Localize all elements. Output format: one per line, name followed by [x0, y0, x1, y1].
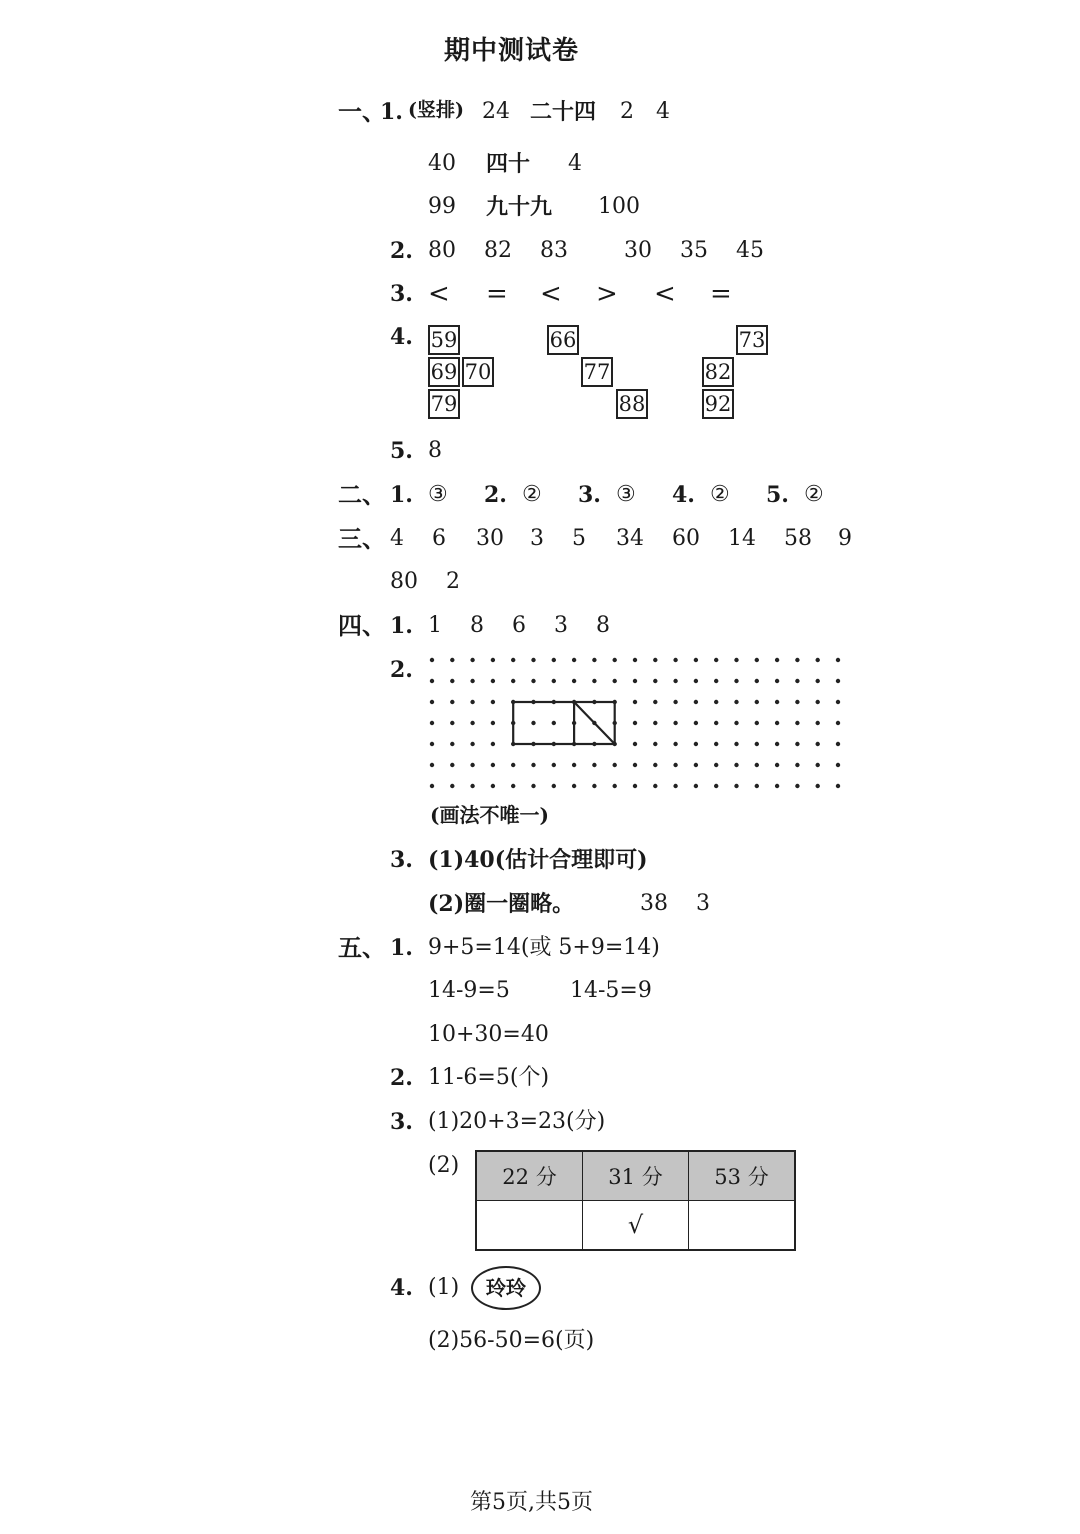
grid-dot: [714, 784, 718, 788]
s1-q1-r3-c3: 100: [598, 194, 640, 219]
s1-q1-note: (竖排): [408, 99, 464, 121]
s5-q1-line3: 10+30=40: [428, 1022, 549, 1047]
grid-dot: [430, 700, 434, 704]
grid-dot: [430, 763, 434, 767]
grid-dot: [430, 784, 434, 788]
grid-dot: [653, 658, 657, 662]
s2-q2-num: 2.: [484, 482, 507, 508]
grid-dot: [816, 784, 820, 788]
grid-dot: [694, 679, 698, 683]
s4-q1-v3: 6: [512, 613, 526, 638]
grid-dot: [430, 721, 434, 725]
grid-dot: [552, 679, 556, 683]
grid-dot: [755, 700, 759, 704]
grid-dot: [795, 742, 799, 746]
s1-q3-s1: <: [428, 279, 450, 309]
grid-dot: [653, 721, 657, 725]
s4-q1-v5: 8: [596, 613, 610, 638]
grid-dot: [755, 721, 759, 725]
number-cell: 73: [736, 325, 768, 355]
grid-dot: [836, 784, 840, 788]
grid-dot: [775, 679, 779, 683]
grid-dot: [470, 784, 474, 788]
grid-dot: [511, 679, 515, 683]
s5-q1-line2a: 14-9=5: [428, 978, 510, 1003]
s1-q1-r3-c1: 99: [428, 194, 456, 219]
table-header-cell: 31 分: [583, 1151, 689, 1201]
grid-dot: [694, 763, 698, 767]
s1-q1-num: 1.: [380, 99, 403, 125]
number-cell: 79: [428, 389, 460, 419]
grid-dot: [836, 658, 840, 662]
grid-dot: [795, 721, 799, 725]
s2-q3-num: 3.: [578, 482, 601, 508]
grid-dot: [572, 763, 576, 767]
s2-q1-ans: ③: [428, 482, 448, 507]
grid-dot: [755, 658, 759, 662]
grid-dot: [836, 742, 840, 746]
grid-dot: [592, 679, 596, 683]
grid-dot: [673, 784, 677, 788]
grid-dot: [450, 742, 454, 746]
s1-q2-v3: 83: [540, 238, 568, 263]
grid-dot: [816, 658, 820, 662]
s1-q2-v6: 45: [736, 238, 764, 263]
grid-dot: [816, 742, 820, 746]
s4-q3-b-v1: 38: [640, 891, 668, 916]
grid-dot: [572, 679, 576, 683]
number-cell: 82: [702, 357, 734, 387]
number-cell: 66: [547, 325, 579, 355]
grid-dot: [633, 721, 637, 725]
grid-dot: [613, 679, 617, 683]
drawn-rectangle: [513, 702, 615, 744]
s2-q2-ans: ②: [522, 482, 542, 507]
s4-q1-v2: 8: [470, 613, 484, 638]
grid-dot: [714, 679, 718, 683]
s1-q1-r2-c3: 4: [568, 151, 582, 176]
grid-dot: [531, 721, 535, 725]
grid-dot: [836, 679, 840, 683]
grid-dot: [755, 763, 759, 767]
grid-dot: [734, 721, 738, 725]
grid-dot: [633, 784, 637, 788]
s5-q1-line1: 9+5=14(或 5+9=14): [428, 935, 660, 960]
table-cell: [476, 1201, 583, 1251]
number-cell: 92: [702, 389, 734, 419]
s4-q1-v1: 1: [428, 613, 442, 638]
diagonal-line: [574, 702, 615, 744]
s2-q3-ans: ③: [616, 482, 636, 507]
grid-dot: [673, 658, 677, 662]
grid-dot: [430, 742, 434, 746]
table-header-cell: 53 分: [689, 1151, 796, 1201]
s1-q3-s4: >: [596, 279, 618, 309]
grid-dot: [491, 700, 495, 704]
grid-dot: [491, 658, 495, 662]
s1-q3-num: 3.: [390, 281, 413, 307]
grid-dot: [673, 679, 677, 683]
table-header-row: [476, 1151, 795, 1201]
number-cell: 69: [428, 357, 460, 387]
s2-q1-num: 1.: [390, 482, 413, 508]
grid-dot: [470, 763, 474, 767]
grid-dot: [673, 721, 677, 725]
grid-dot: [592, 763, 596, 767]
grid-dot: [734, 763, 738, 767]
grid-dot: [470, 700, 474, 704]
grid-dot: [714, 700, 718, 704]
grid-dot: [816, 700, 820, 704]
grid-dot: [775, 658, 779, 662]
grid-dot: [450, 784, 454, 788]
s3-v11: 80: [390, 569, 418, 594]
grid-dot: [673, 742, 677, 746]
grid-dot: [694, 784, 698, 788]
grid-dot: [633, 763, 637, 767]
grid-dot: [775, 742, 779, 746]
grid-dot: [613, 658, 617, 662]
s3-v6: 34: [616, 526, 644, 551]
grid-dot: [511, 658, 515, 662]
grid-dot: [491, 742, 495, 746]
section-3-marker: 三、: [338, 524, 386, 553]
grid-dot: [714, 763, 718, 767]
grid-dot: [795, 679, 799, 683]
s1-q1-r2-c1: 40: [428, 151, 456, 176]
s4-q1-v4: 3: [554, 613, 568, 638]
s3-v5: 5: [572, 526, 586, 551]
number-cell: 59: [428, 325, 460, 355]
grid-dot: [694, 700, 698, 704]
grid-dot: [795, 784, 799, 788]
grid-dot: [694, 658, 698, 662]
grid-dot: [470, 679, 474, 683]
table-header-cell: 22 分: [476, 1151, 583, 1201]
grid-dot: [491, 763, 495, 767]
s3-v1: 4: [390, 526, 404, 551]
s1-q2-num: 2.: [390, 238, 413, 264]
section-1-marker: 一、: [338, 97, 386, 126]
s3-v12: 2: [446, 569, 460, 594]
grid-dot: [694, 721, 698, 725]
s3-v7: 60: [672, 526, 700, 551]
grid-dot: [511, 763, 515, 767]
grid-dot: [795, 763, 799, 767]
s1-q3-s3: <: [540, 279, 562, 309]
grid-dot: [734, 700, 738, 704]
grid-dot: [552, 784, 556, 788]
s5-q1-num: 1.: [390, 935, 413, 961]
grid-dot: [653, 679, 657, 683]
s5-q4-a-label: (1): [428, 1275, 460, 1300]
grid-dot: [653, 784, 657, 788]
grid-dot: [491, 679, 495, 683]
section-2-marker: 二、: [338, 480, 386, 509]
s3-v4: 3: [530, 526, 544, 551]
grid-dot: [836, 700, 840, 704]
grid-dot: [816, 763, 820, 767]
s1-q2-v1: 80: [428, 238, 456, 263]
s2-q4-num: 4.: [672, 482, 695, 508]
s4-q1-num: 1.: [390, 613, 413, 639]
grid-dot: [836, 721, 840, 725]
grid-dot: [430, 679, 434, 683]
grid-dot: [450, 763, 454, 767]
grid-dot: [795, 700, 799, 704]
grid-dot: [755, 784, 759, 788]
s1-q3-s5: <: [654, 279, 676, 309]
s4-q2-note: (画法不唯一): [430, 803, 549, 827]
s5-q4-num: 4.: [390, 1275, 413, 1301]
grid-dot: [775, 700, 779, 704]
grid-dot: [816, 679, 820, 683]
s5-q2-num: 2.: [390, 1065, 413, 1091]
s5-q1-line2b: 14-5=9: [570, 978, 652, 1003]
s4-q3-a: (1)40(估计合理即可): [428, 847, 648, 873]
s5-q3-num: 3.: [390, 1109, 413, 1135]
grid-dot: [491, 784, 495, 788]
number-cell: 77: [581, 357, 613, 387]
grid-dot: [775, 763, 779, 767]
grid-dot: [613, 784, 617, 788]
grid-dot: [633, 700, 637, 704]
grid-dot: [450, 679, 454, 683]
s4-q3-b-v2: 3: [696, 891, 710, 916]
s3-v9: 58: [784, 526, 812, 551]
s4-q2-num: 2.: [390, 657, 413, 683]
dot-grid-drawing: [420, 650, 860, 790]
grid-dot: [511, 784, 515, 788]
grid-dot: [653, 700, 657, 704]
grid-dot: [572, 658, 576, 662]
grid-dot: [734, 742, 738, 746]
grid-dot: [592, 784, 596, 788]
grid-dot: [734, 784, 738, 788]
s1-q5-num: 5.: [390, 438, 413, 464]
grid-dot: [795, 658, 799, 662]
s4-q3-b: (2)圈一圈略。: [428, 891, 575, 917]
grid-dot: [613, 763, 617, 767]
s1-q1-r3-c2: 九十九: [486, 194, 553, 220]
s5-q3-a: (1)20+3=23(分): [428, 1109, 606, 1134]
circled-answer: 玲玲: [471, 1266, 541, 1310]
s4-q3-num: 3.: [390, 847, 413, 873]
grid-dot: [450, 721, 454, 725]
s5-q4-b: (2)56-50=6(页): [428, 1328, 595, 1353]
grid-dot: [714, 658, 718, 662]
grid-dot: [531, 658, 535, 662]
s1-q1-r2-c2: 四十: [486, 151, 531, 177]
grid-dot: [734, 679, 738, 683]
grid-dot: [531, 763, 535, 767]
grid-dot: [755, 742, 759, 746]
grid-dot: [816, 721, 820, 725]
section-4-marker: 四、: [338, 611, 386, 640]
s3-v2: 6: [432, 526, 446, 551]
grid-dot: [470, 742, 474, 746]
grid-dot: [552, 721, 556, 725]
checkmark-cell: √: [583, 1201, 689, 1251]
grid-dot: [450, 658, 454, 662]
s1-q5-answer: 8: [428, 438, 442, 463]
page-footer: 第5页,共5页: [470, 1490, 593, 1515]
grid-dot: [552, 763, 556, 767]
s5-q3-b-label: (2): [428, 1153, 460, 1178]
page-title: 期中测试卷: [444, 36, 580, 66]
number-cell: 88: [616, 389, 648, 419]
grid-dot: [470, 658, 474, 662]
s1-q2-v4: 30: [624, 238, 652, 263]
s1-q1-r1-c3: 2: [620, 99, 634, 124]
grid-dot: [836, 763, 840, 767]
table-row: [476, 1201, 795, 1251]
grid-dot: [430, 658, 434, 662]
grid-dot: [775, 784, 779, 788]
s3-v8: 14: [728, 526, 756, 551]
grid-dot: [633, 679, 637, 683]
s2-q5-num: 5.: [766, 482, 789, 508]
grid-dot: [734, 658, 738, 662]
s1-q3-s2: =: [486, 279, 508, 309]
grid-dot: [653, 763, 657, 767]
table-cell: [689, 1201, 796, 1251]
s1-q2-v5: 35: [680, 238, 708, 263]
grid-dot: [714, 721, 718, 725]
grid-dot: [531, 784, 535, 788]
s1-q4-num: 4.: [390, 324, 413, 350]
grid-dot: [572, 784, 576, 788]
grid-dot: [775, 721, 779, 725]
grid-dot: [450, 700, 454, 704]
grid-dot: [491, 721, 495, 725]
grid-dot: [714, 742, 718, 746]
grid-dot: [694, 742, 698, 746]
grid-dot: [552, 658, 556, 662]
grid-dot: [755, 679, 759, 683]
grid-dot: [470, 721, 474, 725]
s3-v10: 9: [838, 526, 852, 551]
s1-q1-r1-c1: 24: [482, 99, 510, 124]
grid-dot: [633, 742, 637, 746]
grid-dot: [633, 658, 637, 662]
s1-q1-r1-c4: 4: [656, 99, 670, 124]
grid-dot: [531, 679, 535, 683]
s3-v3: 30: [476, 526, 504, 551]
grid-dot: [592, 658, 596, 662]
section-5-marker: 五、: [338, 933, 386, 962]
s1-q1-r1-c2: 二十四: [530, 99, 597, 125]
s1-q2-v2: 82: [484, 238, 512, 263]
grid-dot: [673, 700, 677, 704]
s1-q3-s6: =: [710, 279, 732, 309]
grid-dot: [653, 742, 657, 746]
s5-q2-text: 11-6=5(个): [428, 1065, 550, 1090]
grid-dot: [673, 763, 677, 767]
score-table: [475, 1150, 796, 1251]
s2-q5-ans: ②: [804, 482, 824, 507]
s2-q4-ans: ②: [710, 482, 730, 507]
number-cell: 70: [462, 357, 494, 387]
